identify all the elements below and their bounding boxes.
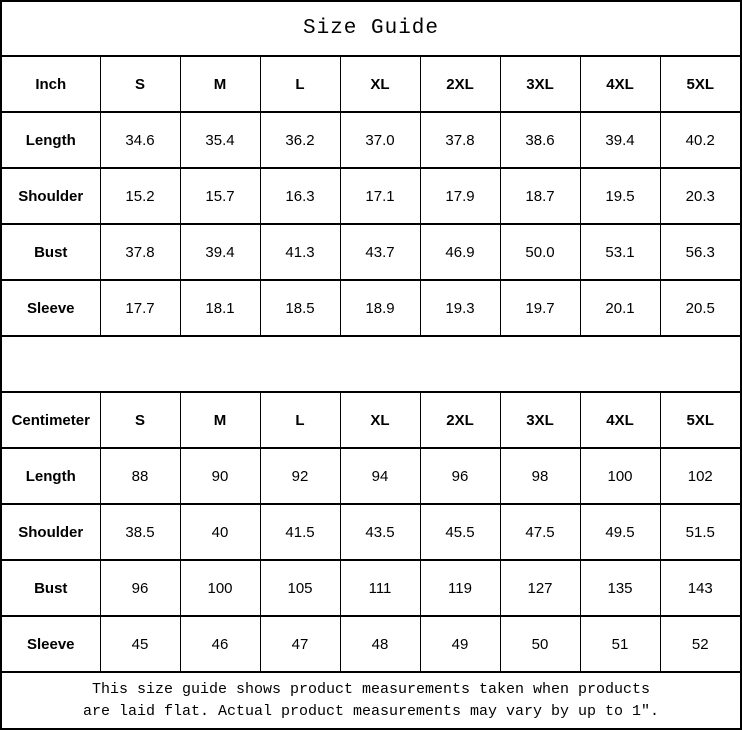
size-header-cell: 5XL: [660, 56, 740, 112]
measurement-row: [2, 112, 740, 168]
measurement-row: [2, 560, 740, 616]
data-cell: 38.6: [500, 112, 580, 168]
size-header-cell: 2XL: [420, 392, 500, 448]
size-header-cell: S: [100, 56, 180, 112]
data-cell: 105: [260, 560, 340, 616]
data-cell: 15.2: [100, 168, 180, 224]
data-cell: 119: [420, 560, 500, 616]
data-cell: 39.4: [580, 112, 660, 168]
size-header-cell: S: [100, 392, 180, 448]
data-cell: 47: [260, 616, 340, 672]
data-cell: 38.5: [100, 504, 180, 560]
data-cell: 96: [100, 560, 180, 616]
data-cell: 17.1: [340, 168, 420, 224]
measurement-row: [2, 504, 740, 560]
data-cell: 51: [580, 616, 660, 672]
data-cell: 18.1: [180, 280, 260, 336]
row-label: Sleeve: [2, 280, 100, 336]
data-cell: 98: [500, 448, 580, 504]
data-cell: 56.3: [660, 224, 740, 280]
unit-header-cell: Centimeter: [2, 392, 100, 448]
size-header-cell: 3XL: [500, 56, 580, 112]
data-cell: 43.5: [340, 504, 420, 560]
data-cell: 34.6: [100, 112, 180, 168]
size-header-cell: L: [260, 56, 340, 112]
data-cell: 46: [180, 616, 260, 672]
size-header-cell: 3XL: [500, 392, 580, 448]
size-header-cell: M: [180, 56, 260, 112]
size-header-cell: 4XL: [580, 392, 660, 448]
data-cell: 19.3: [420, 280, 500, 336]
row-label: Shoulder: [2, 168, 100, 224]
data-cell: 18.7: [500, 168, 580, 224]
data-cell: 46.9: [420, 224, 500, 280]
size-header-cell: XL: [340, 392, 420, 448]
centimeter-size-table: [2, 391, 740, 673]
measurement-row: [2, 224, 740, 280]
data-cell: 100: [580, 448, 660, 504]
table-spacer: [2, 337, 740, 391]
data-cell: 49.5: [580, 504, 660, 560]
row-label: Shoulder: [2, 504, 100, 560]
data-cell: 52: [660, 616, 740, 672]
data-cell: 88: [100, 448, 180, 504]
size-header-cell: 2XL: [420, 56, 500, 112]
data-cell: 19.5: [580, 168, 660, 224]
data-cell: 20.5: [660, 280, 740, 336]
data-cell: 53.1: [580, 224, 660, 280]
measurement-row: [2, 280, 740, 336]
data-cell: 49: [420, 616, 500, 672]
row-label: Bust: [2, 224, 100, 280]
data-cell: 37.8: [100, 224, 180, 280]
measurement-disclaimer: [2, 673, 740, 728]
size-header-cell: 4XL: [580, 56, 660, 112]
unit-header-cell: Inch: [2, 56, 100, 112]
data-cell: 16.3: [260, 168, 340, 224]
data-cell: 15.7: [180, 168, 260, 224]
measurement-row: [2, 616, 740, 672]
row-label: Sleeve: [2, 616, 100, 672]
data-cell: 43.7: [340, 224, 420, 280]
data-cell: 20.1: [580, 280, 660, 336]
data-cell: 40: [180, 504, 260, 560]
data-cell: 41.3: [260, 224, 340, 280]
data-cell: 45.5: [420, 504, 500, 560]
inch-size-table: [2, 55, 740, 337]
data-cell: 47.5: [500, 504, 580, 560]
size-header-cell: 5XL: [660, 392, 740, 448]
data-cell: 127: [500, 560, 580, 616]
data-cell: 100: [180, 560, 260, 616]
data-cell: 35.4: [180, 112, 260, 168]
data-cell: 102: [660, 448, 740, 504]
measurement-row: [2, 168, 740, 224]
disclaimer-line-2: are laid flat. Actual product measurements may vary by up to 1″.: [82, 702, 660, 720]
data-cell: 40.2: [660, 112, 740, 168]
data-cell: 143: [660, 560, 740, 616]
disclaimer-line-1: This size guide shows product measurements taken when products: [91, 680, 651, 698]
measurement-row: [2, 448, 740, 504]
data-cell: 41.5: [260, 504, 340, 560]
size-header-row: [2, 56, 740, 112]
data-cell: 19.7: [500, 280, 580, 336]
data-cell: 20.3: [660, 168, 740, 224]
size-header-cell: M: [180, 392, 260, 448]
data-cell: 135: [580, 560, 660, 616]
data-cell: 17.9: [420, 168, 500, 224]
page-title: Size Guide: [302, 17, 440, 40]
data-cell: 17.7: [100, 280, 180, 336]
data-cell: 50.0: [500, 224, 580, 280]
data-cell: 39.4: [180, 224, 260, 280]
data-cell: 111: [340, 560, 420, 616]
data-cell: 18.9: [340, 280, 420, 336]
data-cell: 48: [340, 616, 420, 672]
data-cell: 90: [180, 448, 260, 504]
data-cell: 18.5: [260, 280, 340, 336]
data-cell: 96: [420, 448, 500, 504]
data-cell: 45: [100, 616, 180, 672]
data-cell: 36.2: [260, 112, 340, 168]
row-label: Length: [2, 448, 100, 504]
data-cell: 51.5: [660, 504, 740, 560]
data-cell: 37.0: [340, 112, 420, 168]
size-header-row: [2, 392, 740, 448]
data-cell: 92: [260, 448, 340, 504]
data-cell: 94: [340, 448, 420, 504]
row-label: Length: [2, 112, 100, 168]
size-header-cell: L: [260, 392, 340, 448]
data-cell: 50: [500, 616, 580, 672]
data-cell: 37.8: [420, 112, 500, 168]
row-label: Bust: [2, 560, 100, 616]
size-header-cell: XL: [340, 56, 420, 112]
